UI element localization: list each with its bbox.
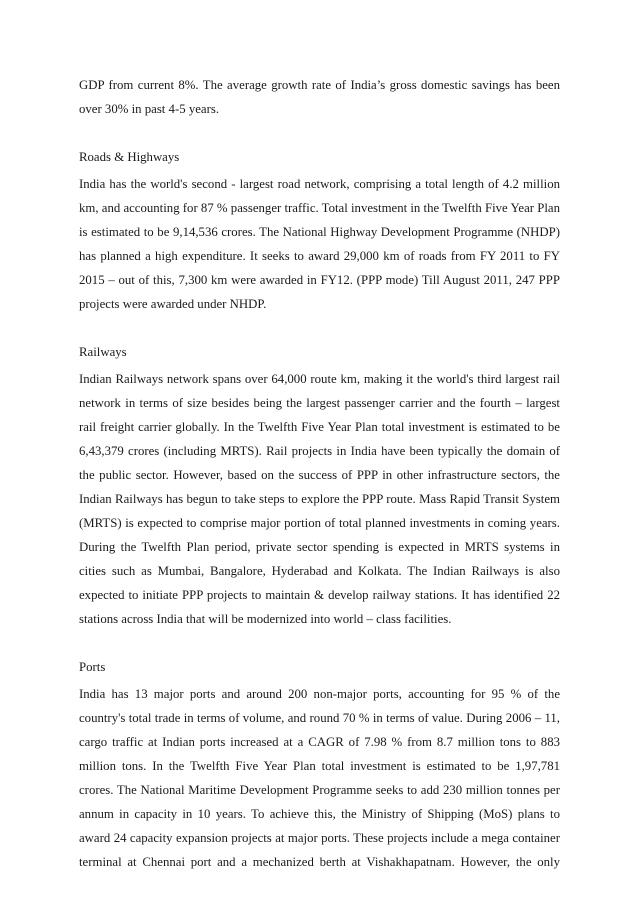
roads-line-2: km, and accounting for 87 % passenger traffic. Total investment in the Twelfth Five Year Plan (79, 201, 560, 215)
railways-line-10: expected to initiate PPP projects to maintain & develop railway stations. It has identified 22 (79, 588, 560, 602)
railways-line-4: 6,43,379 crores (including MRTS). Rail projects in India have been typically the domain of (79, 444, 560, 458)
ports-line-2: country's total trade in terms of volume, and round 70 % in terms of value. During 2006 – 11, (79, 711, 560, 725)
roads-line-1: India has the world's second - largest road network, comprising a total length of 4.2 million (79, 177, 560, 191)
ports-heading: Ports (79, 660, 106, 674)
railways-heading: Railways (79, 345, 127, 359)
railways-line-7: (MRTS) is expected to comprise major portion of total planned investments in coming years. (79, 516, 560, 530)
roads-line-5: 2015 – out of this, 7,300 km were awarded in FY12. (PPP mode) Till August 2011, 247 PPP (79, 273, 560, 287)
railways-line-3: rail freight carrier globally. In the Twelfth Five Year Plan total investment is estimated to be (79, 420, 560, 434)
ports-line-3: cargo traffic at Indian ports increased at a CAGR of 7.98 % from 8.7 million tons to 883 (79, 735, 560, 749)
ports-line-8: terminal at Chennai port and a mechanized berth at Vishakhapatnam. However, the only (79, 855, 560, 869)
roads-line-3: is estimated to be 9,14,536 crores. The National Highway Development Programme (NHDP) (79, 225, 560, 239)
railways-line-6: Indian Railways has begun to take steps to explore the PPP route. Mass Rapid Transit System (79, 492, 560, 506)
ports-line-5: crores. The National Maritime Development Programme seeks to add 230 million tonnes per (79, 783, 560, 797)
railways-line-5: the public sector. However, based on the success of PPP in other infrastructure sectors, the (79, 468, 560, 482)
intro-line-1: GDP from current 8%. The average growth rate of India’s gross domestic savings has been (79, 78, 560, 92)
roads-heading: Roads & Highways (79, 150, 180, 164)
railways-line-2: network in terms of size besides being the largest passenger carrier and the fourth – largest (79, 396, 560, 410)
ports-line-7: award 24 capacity expansion projects at major ports. These projects include a mega container (79, 831, 560, 845)
railways-line-9: cities such as Mumbai, Bangalore, Hyderabad and Kolkata. The Indian Railways is also (79, 564, 560, 578)
ports-line-1: India has 13 major ports and around 200 non-major ports, accounting for 95 % of the (79, 687, 560, 701)
roads-line-6: projects were awarded under NHDP. (79, 297, 267, 311)
roads-line-4: has planned a high expenditure. It seeks to award 29,000 km of roads from FY 2011 to FY (79, 249, 560, 263)
railways-line-1: Indian Railways network spans over 64,000 route km, making it the world's third largest rail (79, 372, 560, 386)
intro-line-2: over 30% in past 4-5 years. (79, 102, 220, 116)
railways-line-11: stations across India that will be modernized into world – class facilities. (79, 612, 452, 626)
ports-line-6: annum in capacity in 10 years. To achieve this, the Ministry of Shipping (MoS) plans to (79, 807, 560, 821)
railways-line-8: During the Twelfth Plan period, private sector spending is expected in MRTS systems in (79, 540, 560, 554)
ports-line-4: million tons. In the Twelfth Five Year Plan total investment is estimated to be 1,97,781 (79, 759, 560, 773)
